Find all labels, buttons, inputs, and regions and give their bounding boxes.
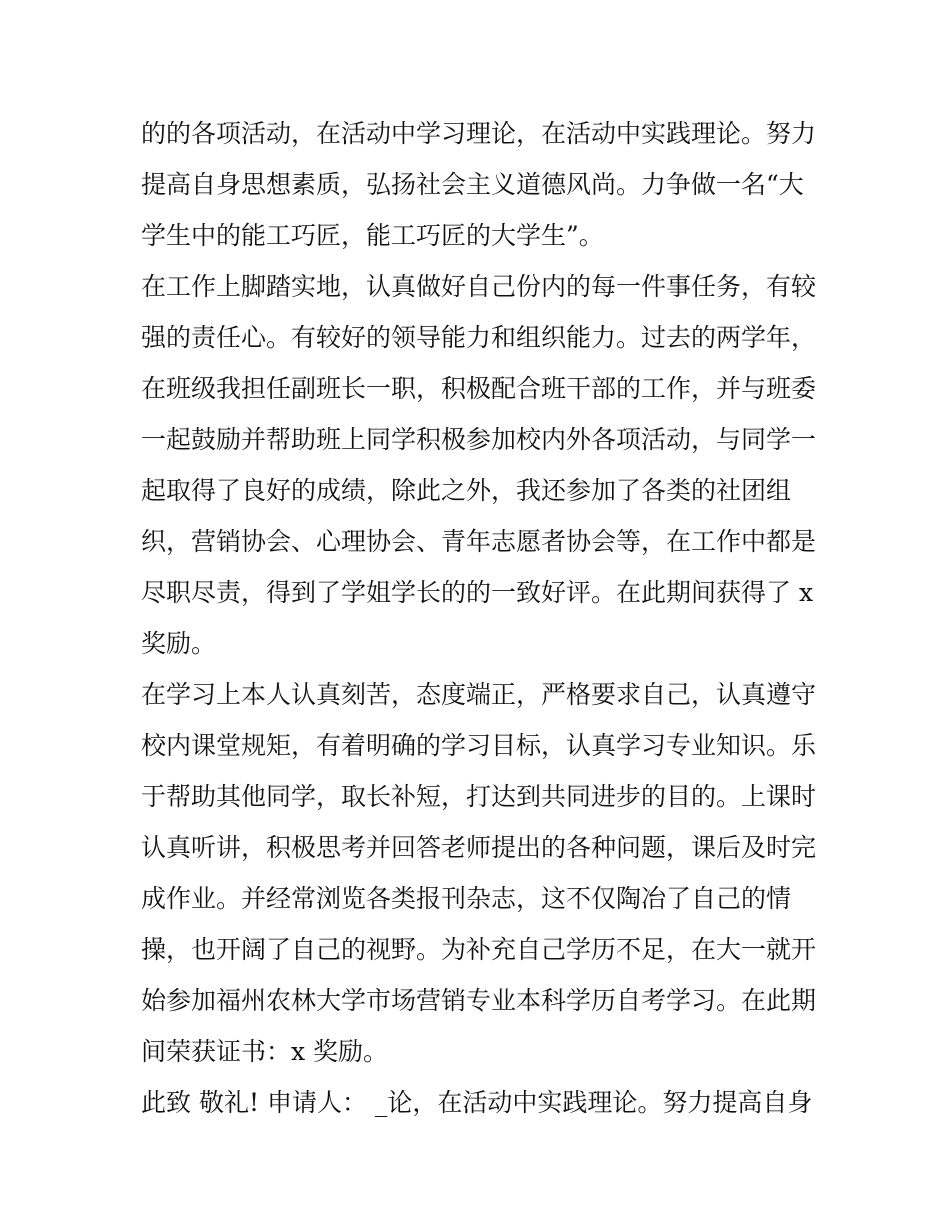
text-line: 学生中的能工巧匠，能工巧匠的大学生”。 bbox=[141, 221, 604, 250]
document-body bbox=[141, 108, 821, 1128]
text-line: 一起鼓励并帮助班上同学积极参加校内外各项活动，与同学一 bbox=[141, 425, 817, 454]
text-line: 始参加福州农林大学市场营销专业本科学历自考学习。在此期 bbox=[141, 986, 817, 1015]
text-line: 提高自身思想素质，弘扬社会主义道德风尚。力争做一名“大 bbox=[141, 170, 804, 199]
text-line: 起取得了良好的成绩，除此之外，我还参加了各类的社团组 bbox=[141, 476, 792, 505]
text-line: 的的各项活动，在活动中学习理论，在活动中实践理论。努力 bbox=[141, 119, 817, 148]
text-line: 强的责任心。有较好的领导能力和组织能力。过去的两学年， bbox=[141, 323, 817, 352]
text-line: 认真听讲，积极思考并回答老师提出的各种问题，课后及时完 bbox=[141, 833, 817, 862]
text-line: 校内课堂规矩，有着明确的学习目标，认真学习专业知识。乐 bbox=[141, 731, 817, 760]
text-line: 成作业。并经常浏览各类报刊杂志，这不仅陶冶了自己的情 bbox=[141, 884, 792, 913]
text-line: 间荣获证书：x 奖励。 bbox=[141, 1037, 389, 1066]
text-line: 在学习上本人认真刻苦，态度端正，严格要求自己，认真遵守 bbox=[141, 680, 817, 709]
text-line: 此致 敬礼! 申请人： _论，在活动中实践理论。努力提高自身 bbox=[141, 1088, 813, 1117]
text-line: 织，营销协会、心理协会、青年志愿者协会等，在工作中都是 bbox=[141, 527, 817, 556]
text-line: 在工作上脚踏实地，认真做好自己份内的每一件事任务，有较 bbox=[141, 272, 817, 301]
text-line: 奖励。 bbox=[141, 629, 217, 658]
text-line: 在班级我担任副班长一职，积极配合班干部的工作，并与班委 bbox=[141, 374, 817, 403]
text-line: 尽职尽责，得到了学姐学长的的一致好评。在此期间获得了 x bbox=[141, 578, 814, 607]
text-line: 于帮助其他同学，取长补短，打达到共同进步的目的。上课时 bbox=[141, 782, 817, 811]
text-line: 操，也开阔了自己的视野。为补充自己学历不足，在大一就开 bbox=[141, 935, 817, 964]
